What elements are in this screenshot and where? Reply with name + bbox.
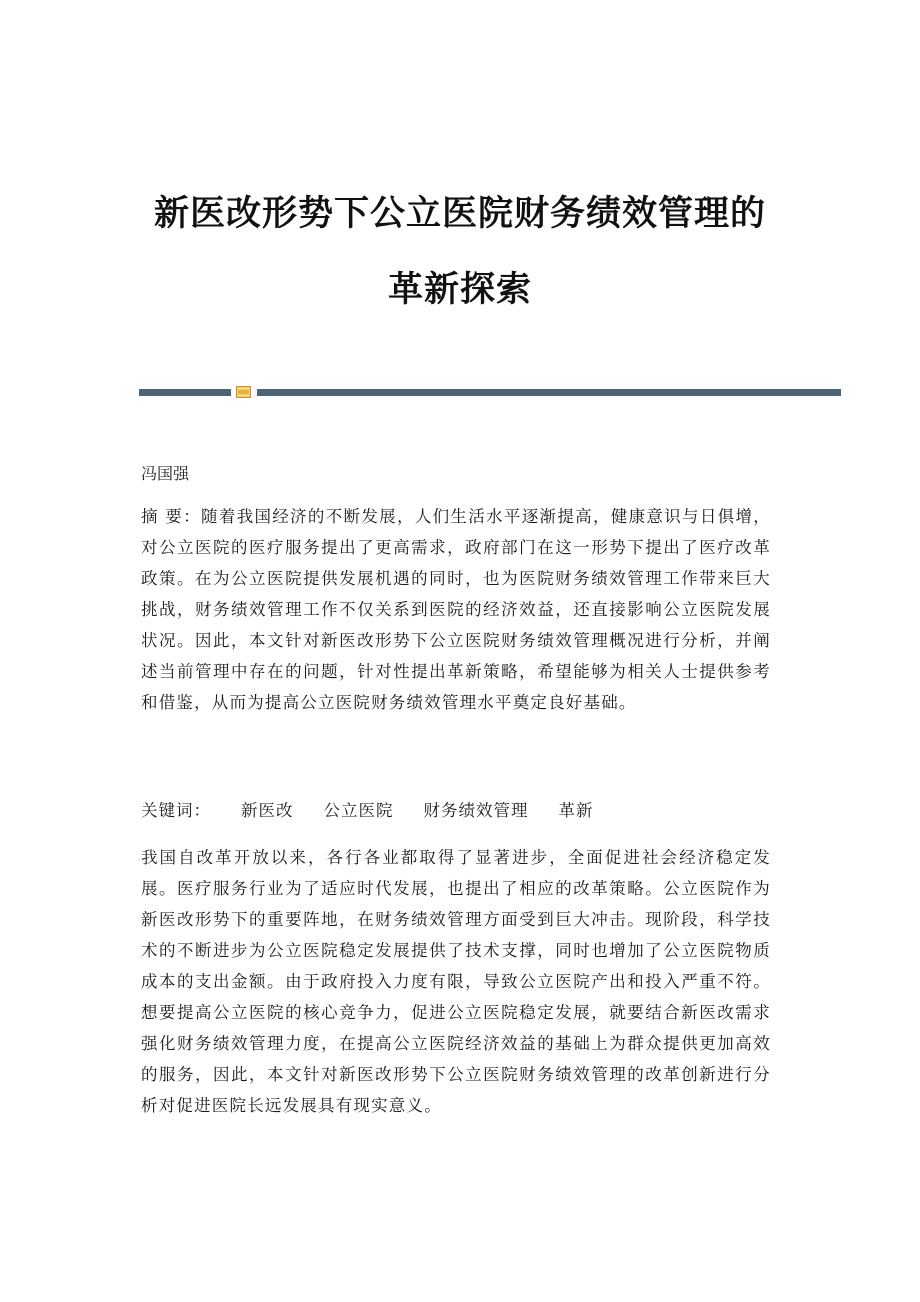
document-title-line-2: 革新探索 <box>387 270 532 310</box>
keyword-item: 财务绩效管理 <box>423 801 529 820</box>
divider-bar-right <box>257 389 841 396</box>
document-title-line-1: 新医改形势下公立医院财务绩效管理的 <box>153 194 766 234</box>
abstract-paragraph: 摘 要：随着我国经济的不断发展，人们生活水平逐渐提高，健康意识与日俱增，对公立医院的医疗服务提出了更高需求，政府部门在这一形势下提出了医疗改革政策。在为公立医院提供发展机遇的同时，也为医院财务绩效管理工作带来巨大挑战，财务绩效管理工作不仅关系到医院的经济效益，还直接影响公立医院发展状况。因此，本文针对新医改形势下公立医院财务绩效管理概况进行分析，并阐述当前管理中存在的问题，针对性提出革新策略，希望能够为相关人士提供参考和借鉴，从而为提高公立医院财务绩效管理水平奠定良好基础。 <box>141 507 771 712</box>
keyword-item: 新医改 <box>241 801 294 820</box>
author-name: 冯国强 <box>141 464 190 483</box>
divider-ornament-icon <box>236 386 251 398</box>
title-divider <box>139 386 841 396</box>
keyword-item: 革新 <box>558 801 594 820</box>
body-paragraph: 我国自改革开放以来，各行各业都取得了显著进步，全面促进社会经济稳定发展。医疗服务行业为了适应时代发展，也提出了相应的改革策略。公立医院作为新医改形势下的重要阵地，在财务绩效管理方面受到巨大冲击。现阶段，科学技术的不断进步为公立医院稳定发展提供了技术支撑，同时也增加了公立医院物质成本的支出金额。由于政府投入力度有限，导致公立医院产出和投入严重不符。想要提高公立医院的核心竞争力，促进公立医院稳定发展，就要结合新医改需求强化财务绩效管理力度，在提高公立医院经济效益的基础上为群众提供更加高效的服务，因此，本文针对新医改形势下公立医院财务绩效管理的改革创新进行分析对促进医院长远发展具有现实意义。 <box>141 848 771 1115</box>
keywords-line <box>141 799 594 823</box>
keyword-item: 公立医院 <box>323 801 394 820</box>
keywords-label: 关键词： <box>141 801 211 820</box>
divider-bar-left <box>139 389 231 396</box>
